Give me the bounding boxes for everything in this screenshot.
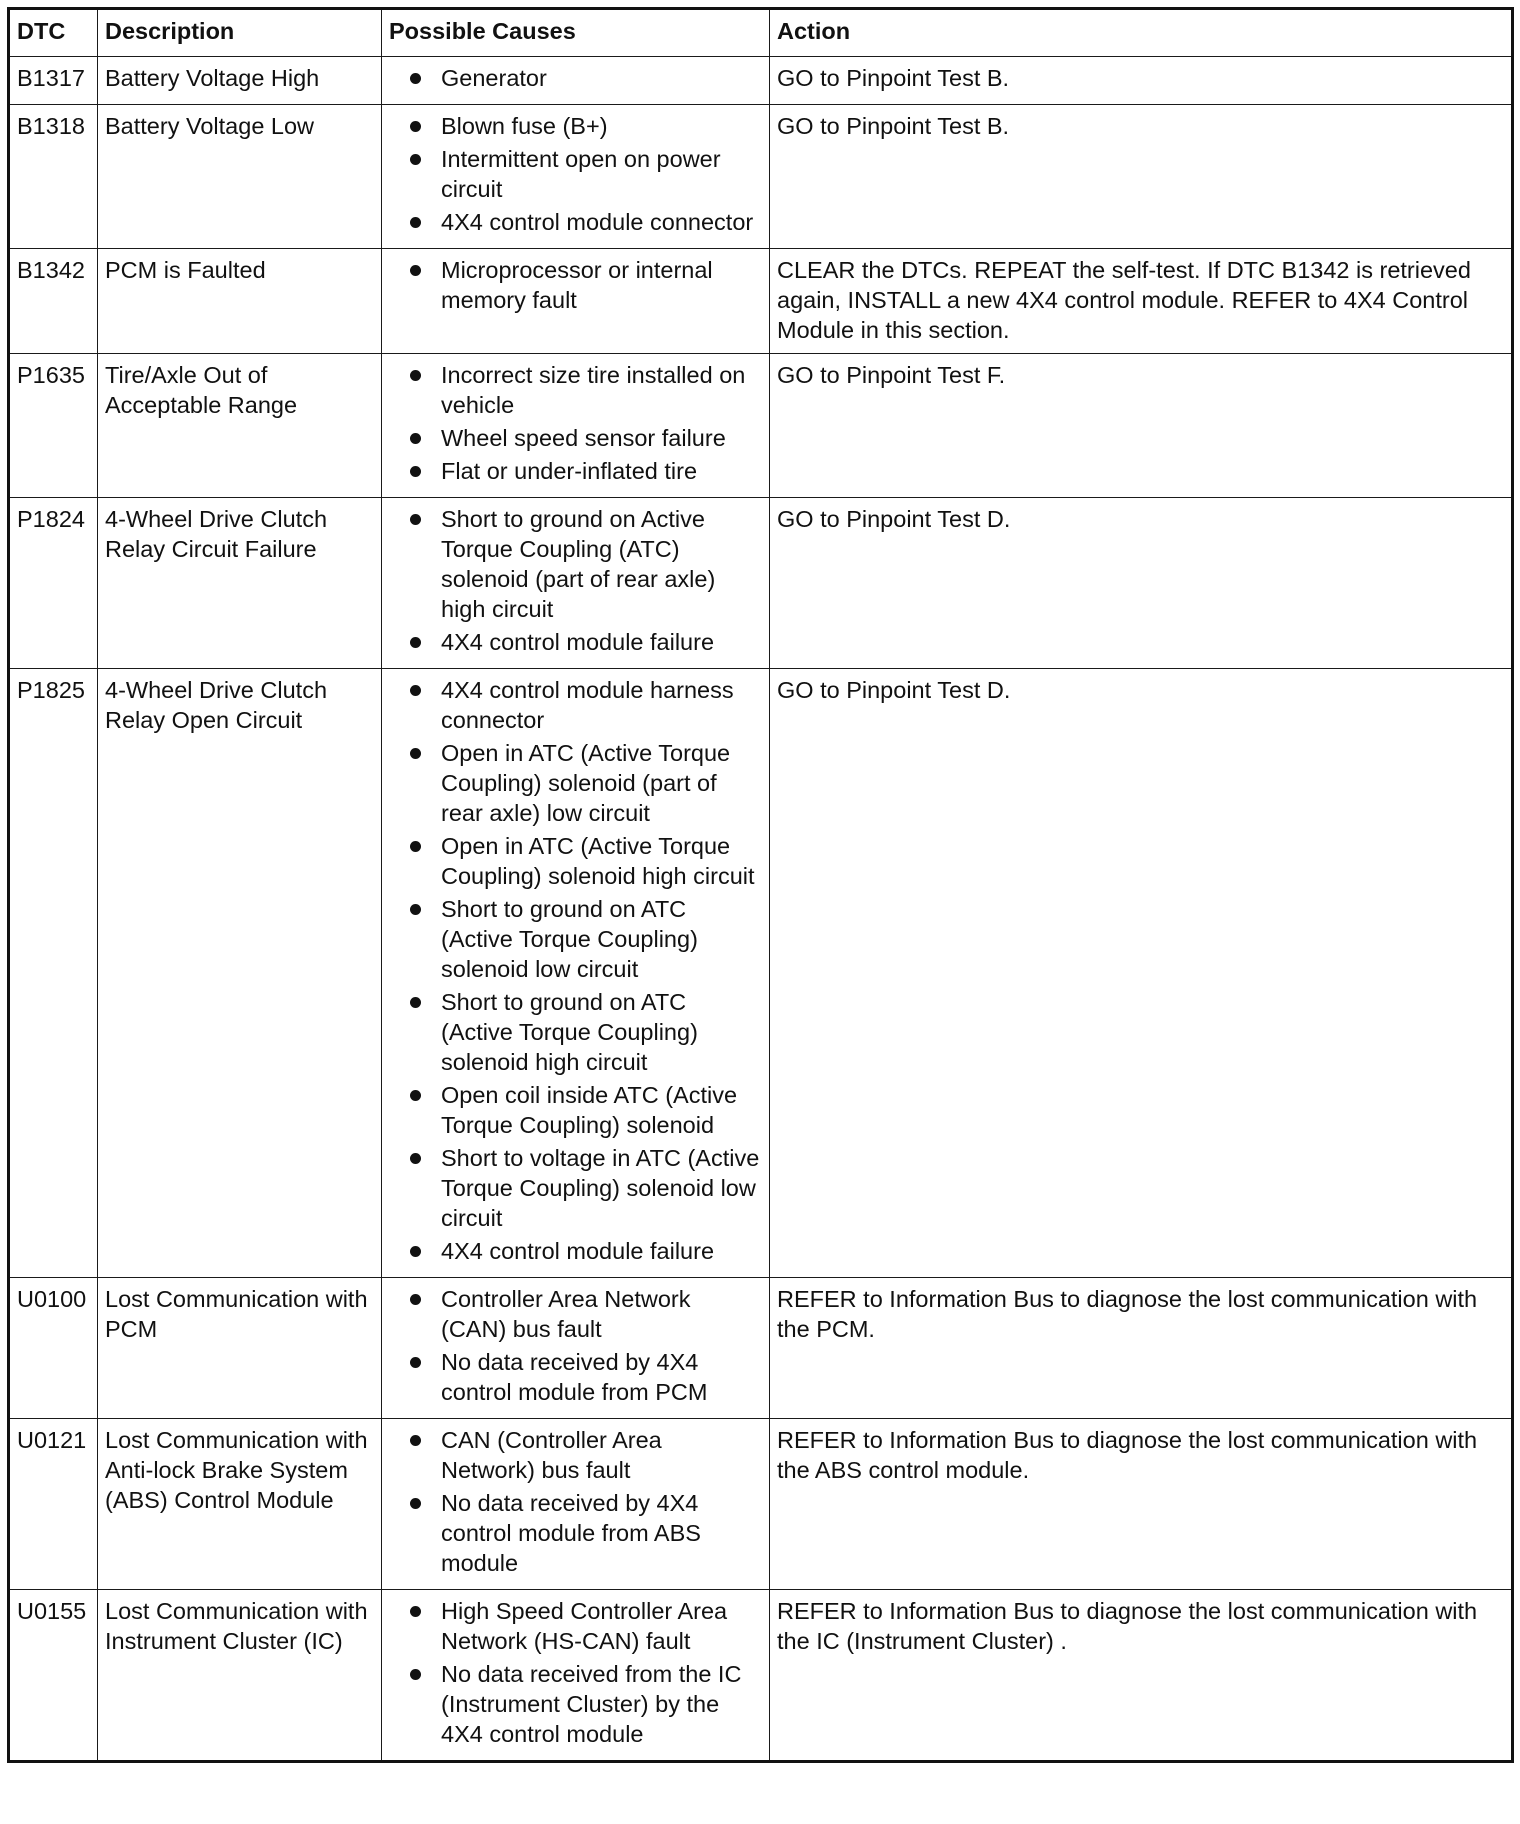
list-item <box>389 1425 762 1485</box>
possible-causes-list <box>389 504 762 657</box>
list-item <box>389 255 762 315</box>
table-row <box>10 354 1512 498</box>
dtc-table <box>9 9 1512 1761</box>
bullet-icon <box>410 1435 421 1446</box>
list-item <box>389 1284 762 1344</box>
possible-causes-cell <box>382 1590 770 1761</box>
dtc-action: REFER to Information Bus to diagnose the lost communication with the PCM. <box>770 1278 1512 1419</box>
dtc-code: P1635 <box>10 354 98 498</box>
dtc-code: U0100 <box>10 1278 98 1419</box>
dtc-code: B1318 <box>10 105 98 249</box>
list-item <box>389 831 762 891</box>
bullet-icon <box>410 514 421 525</box>
cause-text: Controller Area Network (CAN) bus fault <box>441 1286 691 1342</box>
cause-text: Generator <box>441 65 547 91</box>
possible-causes-cell <box>382 105 770 249</box>
possible-causes-list <box>389 675 762 1266</box>
list-item <box>389 360 762 420</box>
bullet-icon <box>410 154 421 165</box>
possible-causes-cell <box>382 669 770 1278</box>
list-item <box>389 207 762 237</box>
dtc-action: REFER to Information Bus to diagnose the lost communication with the ABS control module. <box>770 1419 1512 1590</box>
list-item <box>389 504 762 624</box>
list-item <box>389 111 762 141</box>
dtc-action: CLEAR the DTCs. REPEAT the self-test. If DTC B1342 is retrieved again, INSTALL a new 4X4 control module. REFER to 4X4 Control Module in this section. <box>770 249 1512 354</box>
bullet-icon <box>410 466 421 477</box>
dtc-action: REFER to Information Bus to diagnose the lost communication with the IC (Instrument Cluster) . <box>770 1590 1512 1761</box>
possible-causes-list <box>389 255 762 315</box>
dtc-description: PCM is Faulted <box>98 249 382 354</box>
list-item <box>389 987 762 1077</box>
cause-text: Wheel speed sensor failure <box>441 425 726 451</box>
bullet-icon <box>410 997 421 1008</box>
dtc-page <box>9 9 1511 1761</box>
cause-text: No data received from the IC (Instrument Cluster) by the 4X4 control module <box>441 1661 742 1747</box>
cause-text: Short to ground on ATC (Active Torque Coupling) solenoid high circuit <box>441 989 698 1075</box>
list-item <box>389 1488 762 1578</box>
header-action: Action <box>770 10 1512 57</box>
dtc-action: GO to Pinpoint Test B. <box>770 105 1512 249</box>
bullet-icon <box>410 1090 421 1101</box>
dtc-code: B1342 <box>10 249 98 354</box>
bullet-icon <box>410 370 421 381</box>
possible-causes-list <box>389 111 762 237</box>
possible-causes-cell <box>382 354 770 498</box>
bullet-icon <box>410 1246 421 1257</box>
bullet-icon <box>410 748 421 759</box>
list-item <box>389 1347 762 1407</box>
table-row <box>10 669 1512 1278</box>
cause-text: 4X4 control module connector <box>441 209 754 235</box>
list-item <box>389 1080 762 1140</box>
list-item <box>389 1143 762 1233</box>
cause-text: 4X4 control module failure <box>441 629 715 655</box>
list-item <box>389 1659 762 1749</box>
table-body <box>10 57 1512 1761</box>
dtc-action: GO to Pinpoint Test D. <box>770 498 1512 669</box>
cause-text: No data received by 4X4 control module from PCM <box>441 1349 708 1405</box>
bullet-icon <box>410 1498 421 1509</box>
table-row <box>10 498 1512 669</box>
bullet-icon <box>410 1294 421 1305</box>
bullet-icon <box>410 904 421 915</box>
cause-text: Flat or under-inflated tire <box>441 458 698 484</box>
bullet-icon <box>410 1669 421 1680</box>
cause-text: Open coil inside ATC (Active Torque Coupling) solenoid <box>441 1082 738 1138</box>
dtc-action: GO to Pinpoint Test B. <box>770 57 1512 105</box>
cause-text: Blown fuse (B+) <box>441 113 608 139</box>
list-item <box>389 675 762 735</box>
list-item <box>389 894 762 984</box>
table-row <box>10 1419 1512 1590</box>
cause-text: Open in ATC (Active Torque Coupling) solenoid (part of rear axle) low circuit <box>441 740 731 826</box>
cause-text: Short to voltage in ATC (Active Torque Coupling) solenoid low circuit <box>441 1145 760 1231</box>
dtc-code: U0121 <box>10 1419 98 1590</box>
list-item <box>389 627 762 657</box>
possible-causes-cell <box>382 249 770 354</box>
possible-causes-list <box>389 360 762 486</box>
table-header-row <box>10 10 1512 57</box>
dtc-description: Lost Communication with Instrument Cluster (IC) <box>98 1590 382 1761</box>
bullet-icon <box>410 433 421 444</box>
dtc-code: B1317 <box>10 57 98 105</box>
table-row <box>10 105 1512 249</box>
table-row <box>10 1590 1512 1761</box>
dtc-action: GO to Pinpoint Test D. <box>770 669 1512 1278</box>
list-item <box>389 63 762 93</box>
header-dtc: DTC <box>10 10 98 57</box>
possible-causes-list <box>389 1284 762 1407</box>
cause-text: Incorrect size tire installed on vehicle <box>441 362 746 418</box>
possible-causes-cell <box>382 57 770 105</box>
dtc-description: Battery Voltage High <box>98 57 382 105</box>
dtc-description: Lost Communication with Anti-lock Brake System (ABS) Control Module <box>98 1419 382 1590</box>
table-row <box>10 249 1512 354</box>
dtc-description: Lost Communication with PCM <box>98 1278 382 1419</box>
cause-text: 4X4 control module failure <box>441 1238 715 1264</box>
bullet-icon <box>410 1357 421 1368</box>
bullet-icon <box>410 217 421 228</box>
bullet-icon <box>410 637 421 648</box>
cause-text: Intermittent open on power circuit <box>441 146 721 202</box>
cause-text: Open in ATC (Active Torque Coupling) solenoid high circuit <box>441 833 755 889</box>
list-item <box>389 144 762 204</box>
list-item <box>389 423 762 453</box>
dtc-description: Tire/Axle Out of Acceptable Range <box>98 354 382 498</box>
possible-causes-list <box>389 1425 762 1578</box>
dtc-description: 4-Wheel Drive Clutch Relay Open Circuit <box>98 669 382 1278</box>
dtc-action: GO to Pinpoint Test F. <box>770 354 1512 498</box>
bullet-icon <box>410 841 421 852</box>
cause-text: Short to ground on Active Torque Coupling (ATC) solenoid (part of rear axle) high circuit <box>441 506 716 622</box>
header-description: Description <box>98 10 382 57</box>
possible-causes-cell <box>382 1419 770 1590</box>
possible-causes-cell <box>382 498 770 669</box>
table-row <box>10 1278 1512 1419</box>
cause-text: Short to ground on ATC (Active Torque Coupling) solenoid low circuit <box>441 896 698 982</box>
dtc-code: P1824 <box>10 498 98 669</box>
cause-text: CAN (Controller Area Network) bus fault <box>441 1427 662 1483</box>
dtc-code: P1825 <box>10 669 98 1278</box>
list-item <box>389 1596 762 1656</box>
list-item <box>389 1236 762 1266</box>
dtc-description: Battery Voltage Low <box>98 105 382 249</box>
possible-causes-cell <box>382 1278 770 1419</box>
cause-text: Microprocessor or internal memory fault <box>441 257 713 313</box>
dtc-code: U0155 <box>10 1590 98 1761</box>
cause-text: No data received by 4X4 control module from ABS module <box>441 1490 701 1576</box>
header-possible-causes: Possible Causes <box>382 10 770 57</box>
bullet-icon <box>410 1606 421 1617</box>
cause-text: High Speed Controller Area Network (HS-CAN) fault <box>441 1598 728 1654</box>
possible-causes-list <box>389 63 762 93</box>
list-item <box>389 738 762 828</box>
bullet-icon <box>410 1153 421 1164</box>
table-row <box>10 57 1512 105</box>
bullet-icon <box>410 121 421 132</box>
bullet-icon <box>410 685 421 696</box>
bullet-icon <box>410 265 421 276</box>
cause-text: 4X4 control module harness connector <box>441 677 734 733</box>
bullet-icon <box>410 73 421 84</box>
dtc-description: 4-Wheel Drive Clutch Relay Circuit Failure <box>98 498 382 669</box>
possible-causes-list <box>389 1596 762 1749</box>
list-item <box>389 456 762 486</box>
